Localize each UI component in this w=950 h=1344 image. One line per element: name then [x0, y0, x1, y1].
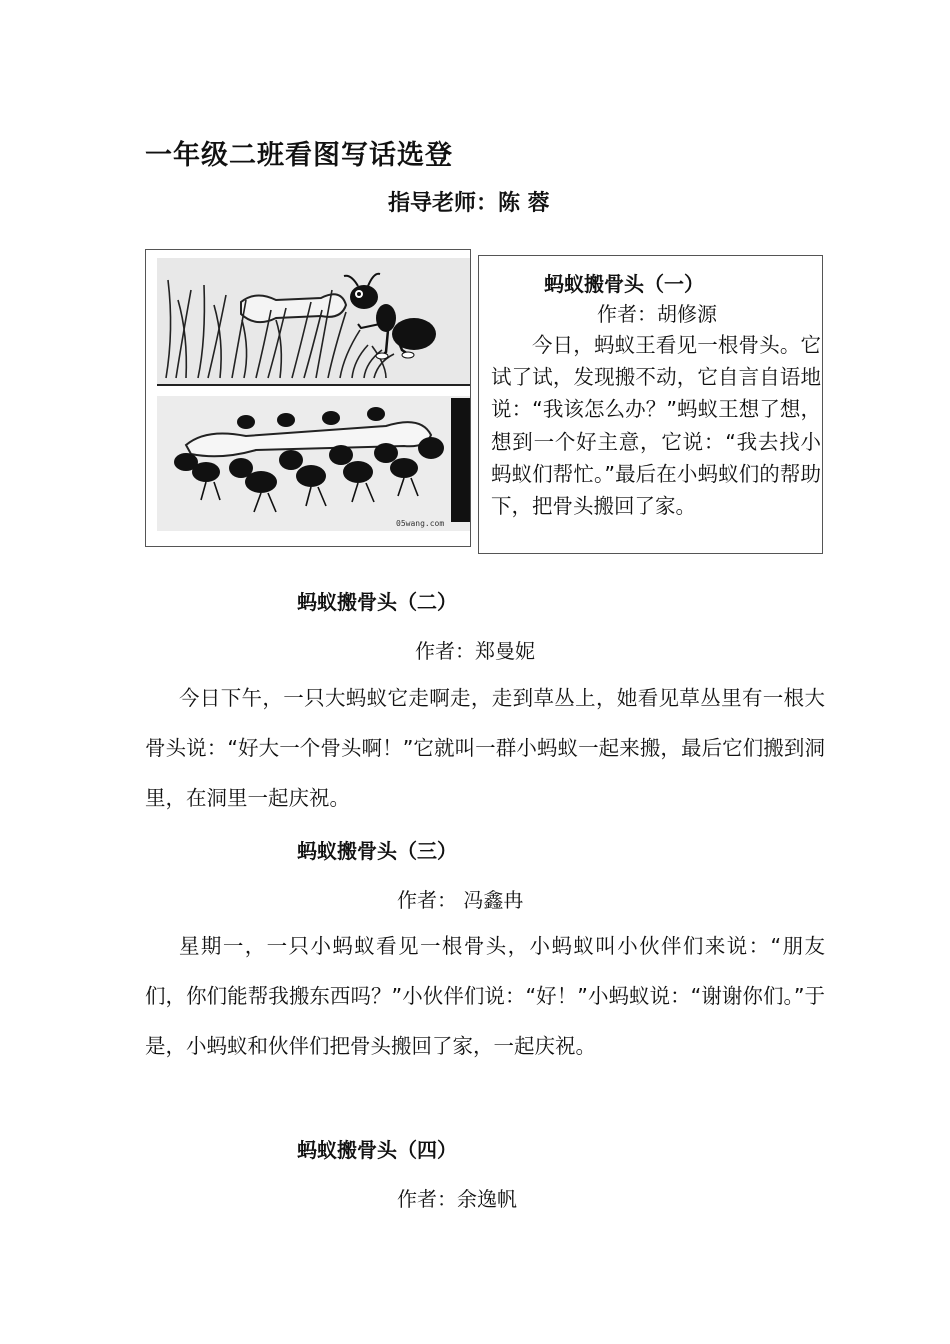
- story-body: 星期一，一只小蚂蚁看见一根骨头，小蚂蚁叫小伙伴们来说：“朋友们，你们能帮我搬东西吗？”小伙伴们说：“好！”小蚂蚁说：“谢谢你们。”于是，小蚂蚁和伙伴们把骨头搬回了家，一起庆祝。: [145, 934, 825, 1058]
- story-1-box: [478, 255, 823, 554]
- story-author: 作者：胡修源: [597, 302, 717, 326]
- watermark: 05wang.com: [396, 519, 445, 528]
- story-author: 作者：余逸帆: [397, 1187, 517, 1211]
- story-body: 今日下午，一只大蚂蚁它走啊走，走到草丛上，她看见草丛里有一根大骨头说：“好大一个骨头啊！”它就叫一群小蚂蚁一起来搬，最后它们搬到洞里，在洞里一起庆祝。: [145, 686, 825, 810]
- story-title: 蚂蚁搬骨头（四）: [297, 1138, 457, 1162]
- story-title: 蚂蚁搬骨头（二）: [297, 590, 457, 614]
- story-title: 蚂蚁搬骨头（一）: [544, 272, 704, 296]
- teacher-name: 指导老师：陈 蓉: [388, 191, 550, 216]
- story-author: 作者： 冯鑫冉: [397, 888, 524, 912]
- page-title: 一年级二班看图写话选登: [145, 140, 453, 171]
- story-body: 今日，蚂蚁王看见一根骨头。它试了试，发现搬不动，它自言自语地说：“我该怎么办？”蚂蚁王想了想，想到一个好主意，它说：“我去找小蚂蚁们帮忙。”最后在小蚂蚁们的帮助下，把骨头搬回了家。: [491, 333, 821, 519]
- story-illustration: [145, 249, 471, 547]
- story-title: 蚂蚁搬骨头（三）: [297, 839, 457, 863]
- story-author: 作者：郑曼妮: [415, 639, 535, 663]
- illustration-svg: [146, 250, 470, 546]
